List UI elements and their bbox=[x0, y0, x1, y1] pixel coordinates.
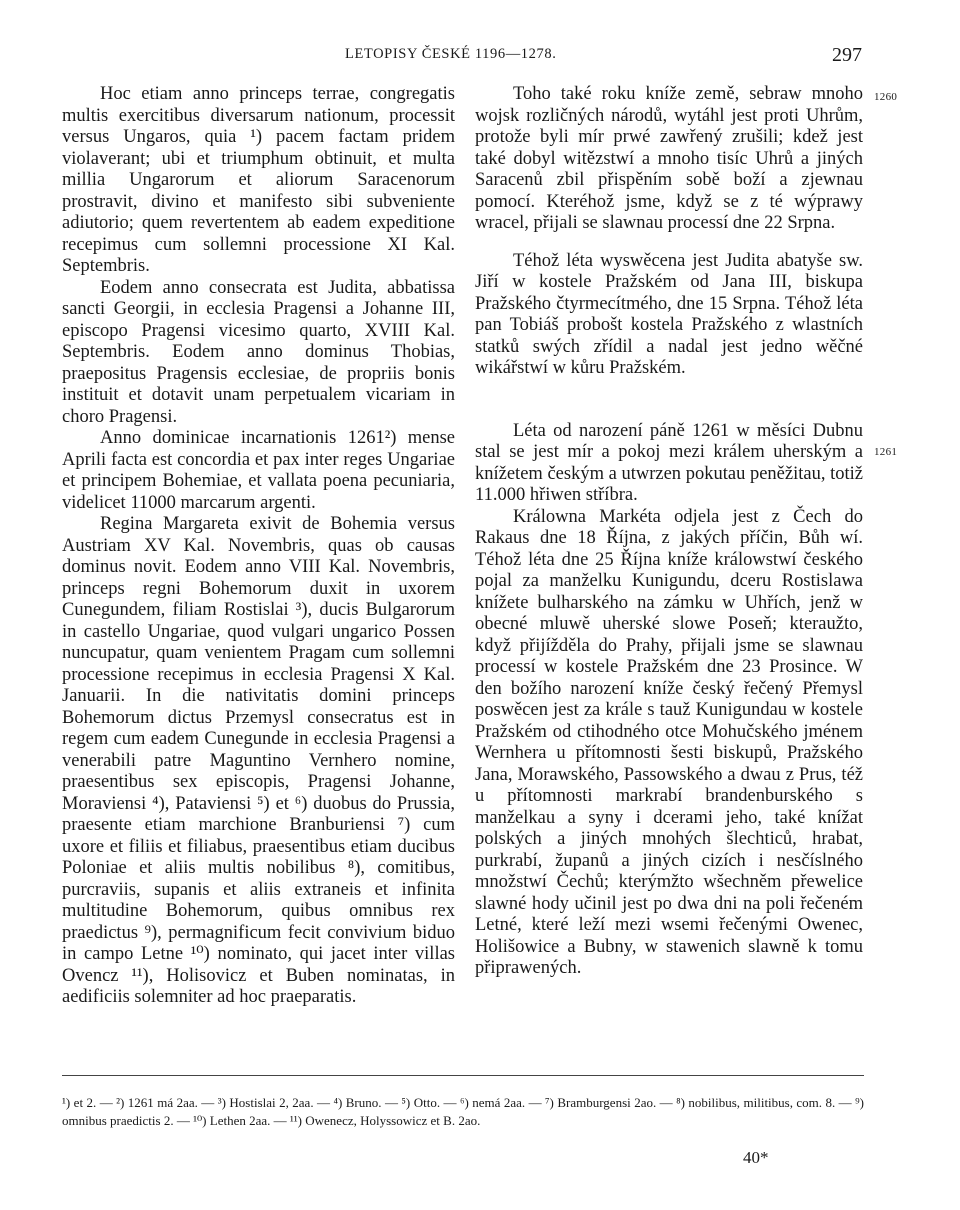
latin-column bbox=[62, 84, 455, 1009]
signature-mark: 40* bbox=[743, 1148, 769, 1167]
latin-paragraph-1: Hoc etiam anno princeps terrae, congregatis multis exercitibus diversarum nationum, processit versus Ungaros, quia ¹) pacem factam pridem violaverant; ubi et triumphum obtinuit, et multa millia Ungarorum et aliorum Saracenorum prostravit, divino et manifesto sibi subveniente adiutorio; quem revertentem ab eadem expeditione recepimus cum sollemni processione XI Kal. Septembris. bbox=[62, 84, 455, 276]
margin-year-1261: 1261 bbox=[874, 446, 898, 458]
czech-column bbox=[475, 84, 863, 980]
latin-paragraph-4: Regina Margareta exivit de Bohemia versus Austriam XV Kal. Novembris, quas ob causas dominus novit. Eodem anno VIII Kal. Novembris, princeps regni Bohemorum duxit in uxorem Cunegundem, filiam Rostislai ³), ducis Bulgarorum in castello Ungariae, quod vulgari ungarico Possen nuncupatur, quam venientem Pragam cum sollemni processione recepimus in ecclesia Pragensi X Kal. Januarii. In die nativitatis domini princeps Bohemorum dictus Przemysl consecratus est in regem cum eadem Cunegunde in ecclesia Pragensi a venerabili patre Maguntino Vernhero nomine, praesentibus sex episcopis, Pragensi Johanne, Moraviensi ⁴), Pataviensi ⁵) et ⁶) duobus do Prussia, praesente etiam marchione Branburiensi ⁷) cum uxore et filiis et filiabus, praesentibus etiam ducibus Poloniae et aliis multis nobilibus ⁸), comitibus, purcraviis, supanis et aliis extraneis et infinita multitudine Bohemorum, quibus omnibus rex praedictus ⁹), permagnificum fecit convivium biduo in campo Letne ¹⁰) nominato, qui jacet inter villas Ovencz ¹¹), Holisovicz et Buben nominatas, in aedificiis solemniter ad hoc praeparatis. bbox=[62, 514, 455, 1007]
margin-year-1260: 1260 bbox=[874, 91, 898, 103]
czech-paragraph-2: Téhož léta wyswěcena jest Judita abatyše sw. Jiří w kostele Pražském od Jana III, biskupa Pražského čtyrmecítmého, dne 15 Srpna. Téhož léta pan Tobiáš probošt kostela Pražského z wlastních statků swých zřídil a nadal jest jedno wěčné wikářstwí w kůru Pražském. bbox=[475, 250, 863, 378]
czech-paragraph-1: Toho také roku kníže země, sebraw mnoho wojsk rozličných národů, wytáhl jest proti Uhrům, protože byli mír prwé zawřený zrušili; kdež jest také dobyl witězstwí a mnoho tisíc Uhrů a jiných Saracenů zbil přispěním sobě boží a zjewnau pomocí. Kteréhož jsme, když se z té wýprawy wracel, přijali se slawnau processí dne 22 Srpna. bbox=[475, 84, 863, 233]
page-number: 297 bbox=[832, 44, 862, 66]
footnote-rule bbox=[62, 1075, 864, 1076]
latin-paragraph-3: Anno dominicae incarnationis 1261²) mense Aprili facta est concordia et pax inter reges Ungariae et principem Bohemiae, et vallata poena pecuniaria, videlicet 11000 marcarum argenti. bbox=[62, 428, 455, 513]
running-title: LETOPISY ČESKÉ 1196—1278. bbox=[345, 46, 557, 62]
czech-paragraph-3: Léta od narození páně 1261 w měsíci Dubnu stal se jest mír a pokoj mezi králem uherským a knížetem českým a utwrzen pokutau peněžitau, totiž 11.000 hřiwen stříbra. bbox=[475, 420, 863, 505]
czech-paragraph-4: Králowna Markéta odjela jest z Čech do Rakaus dne 18 Října, z jakých příčin, Bůh wí. Téhož léta dne 25 Října kníže králowstwí českého pojal za manželku Kunigundu, dceru Rostislawa knížete bulharského na zámku w Uhřích, jenž w obecné mluwě uherské slowe Poseň; kteraužto, když přijížděla do Prahy, přijali jsme se slawnau processí w kostele Pražském dne 23 Prosince. W den božího narození kníže český řečený Přemysl poswěcen jest za krále s tauž Kunigundau w kostele Pražském od ctihodného otce Mohučského jménem Wernhera u přítomnosti šesti biskupů, Pražského Jana, Morawského, Passowského a dwau z Prus, též u přítomnosti markrabí brandenburského s manželkau a syny i dcerami jeho, také knížat polských a jiných mnohých šlechticů, hrabat, purkrabí, županů a jiných cizích i nesčíslného množstwí Čechů; kterýmžto wšechněm přewelice slawné hody učinil jest po dwa dni na poli řečeném Letné, které leží mezi wsemi řečenými Owenec, Holišowice a Bubny, w stawenich slawně k tomu připrawených. bbox=[475, 506, 863, 978]
latin-paragraph-2: Eodem anno consecrata est Judita, abbatissa sancti Georgii, in ecclesia Pragensi a Johanne III, episcopo Pragensi vicesimo quarto, XVIII Kal. Septembris. Eodem anno dominus Thobias, praepositus Pragensis ecclesiae, de propriis bonis instituit et dotavit unam perpetualem vicariam in choro Pragensi. bbox=[62, 277, 455, 427]
footnotes: ¹) et 2. — ²) 1261 má 2aa. — ³) Hostislai 2, 2aa. — ⁴) Bruno. — ⁵) Otto. — ⁶) nemá 2aa. — ⁷) Bramburgensi 2ao. — ⁸) nobilibus, militibus, com. 8. — ⁹) omnibus praedictis 2. — ¹⁰) Lethen 2aa. — ¹¹) Owenecz, Holyssowicz et B. 2ao. bbox=[62, 1095, 864, 1128]
running-head bbox=[0, 40, 960, 70]
